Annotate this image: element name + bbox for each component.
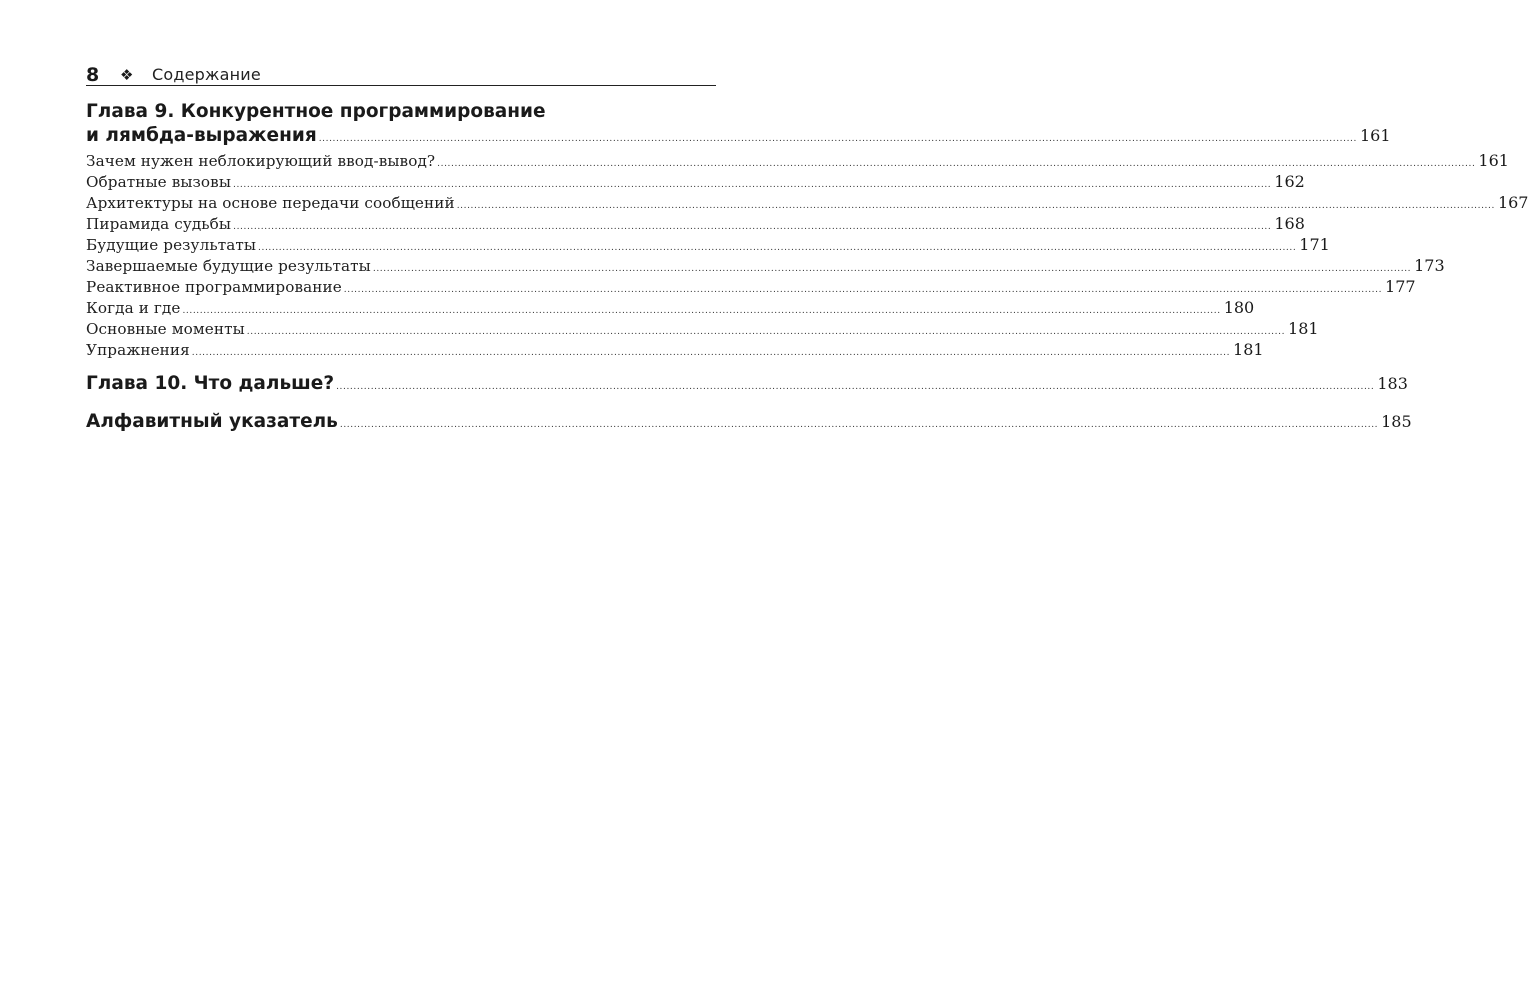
dot-leader: ............................................................................................................................................................................................................................................................................................................ [339,420,1379,430]
chapter-9-page: 161 [1359,126,1391,145]
dot-leader: ............................................................................................................................................................................................................................................................................................................ [343,285,1383,295]
toc-entry-label: Завершаемые будущие результаты [86,257,371,275]
toc-entry-page: 162 [1274,172,1305,191]
toc-entry-page: 168 [1274,214,1305,233]
toc-entry[interactable] [86,213,1305,234]
toc-entry-page: 161 [1478,151,1509,170]
toc-entry-page: 171 [1299,235,1330,254]
chapter-10-page: 183 [1377,374,1408,393]
running-section-title: Содержание [152,65,261,84]
dot-leader: ............................................................................................................................................................................................................................................................................................................ [336,382,1375,392]
chapter-10-entry[interactable] [86,372,1408,396]
chapter-9-block [86,100,1528,360]
dot-leader: ............................................................................................................................................................................................................................................................................................................ [233,222,1272,232]
toc-entry-label: Обратные вызовы [86,173,232,191]
toc-entry[interactable] [86,297,1255,318]
chapter-9-entry[interactable] [86,124,1391,148]
dot-leader: ............................................................................................................................................................................................................................................................................................................ [246,327,1286,337]
index-entry[interactable] [86,410,1412,434]
toc-entry-page: 180 [1223,298,1255,317]
index-title: Алфавитный указатель [86,411,338,432]
toc-entry-page: 181 [1288,319,1319,338]
index-page: 185 [1381,412,1412,431]
toc-entry[interactable] [86,171,1305,192]
toc-entry[interactable] [86,318,1319,339]
header-rule [86,85,716,86]
chapter-9-sections [86,150,1528,360]
toc-entry-label: Реактивное программирование [86,278,342,296]
toc-entry-label: Архитектуры на основе передачи сообщений [86,194,455,212]
chapter-9-title-line1: Глава 9. Конкурентное программирование [86,101,546,122]
toc-entry-page: 177 [1385,277,1416,296]
toc-entry-label: Будущие результаты [86,236,257,254]
dot-leader: ............................................................................................................................................................................................................................................................................................................ [182,306,1221,316]
toc-entry[interactable] [86,276,1416,297]
chapter-10-title: Глава 10. Что дальше? [86,373,335,394]
chapter-9-title-line2: и лямбда-выражения [86,125,317,146]
toc-entry-label: Пирамида судьбы [86,215,232,233]
toc-entry-label: Упражнения [86,341,190,359]
toc-entry-page: 173 [1414,256,1445,275]
toc-entry[interactable] [86,255,1445,276]
toc-entry-label: Основные моменты [86,320,245,338]
toc-entry[interactable] [86,192,1528,213]
table-of-contents [86,100,1528,434]
dot-leader: ............................................................................................................................................................................................................................................................................................................ [191,348,1231,358]
toc-entry-page: 181 [1233,340,1264,359]
dot-leader: ............................................................................................................................................................................................................................................................................................................ [456,201,1495,211]
dot-leader: ............................................................................................................................................................................................................................................................................................................ [437,159,1476,169]
toc-entry-label: Когда и где [86,299,181,317]
running-header [86,60,716,86]
dot-leader: ............................................................................................................................................................................................................................................................................................................ [233,180,1272,190]
page-number: 8 [86,64,100,86]
dot-leader: ............................................................................................................................................................................................................................................................................................................ [258,243,1297,253]
toc-entry[interactable] [86,339,1264,360]
toc-entry[interactable] [86,234,1330,255]
ornament-icon: ❖ [120,66,134,84]
toc-entry-page: 167 [1497,193,1528,212]
toc-entry-label: Зачем нужен неблокирующий ввод-вывод? [86,152,436,170]
dot-leader: ............................................................................................................................................................................................................................................................................................................ [372,264,1412,274]
dot-leader: ............................................................................................................................................................................................................................................................................................................ [318,134,1357,144]
toc-entry[interactable] [86,150,1509,171]
